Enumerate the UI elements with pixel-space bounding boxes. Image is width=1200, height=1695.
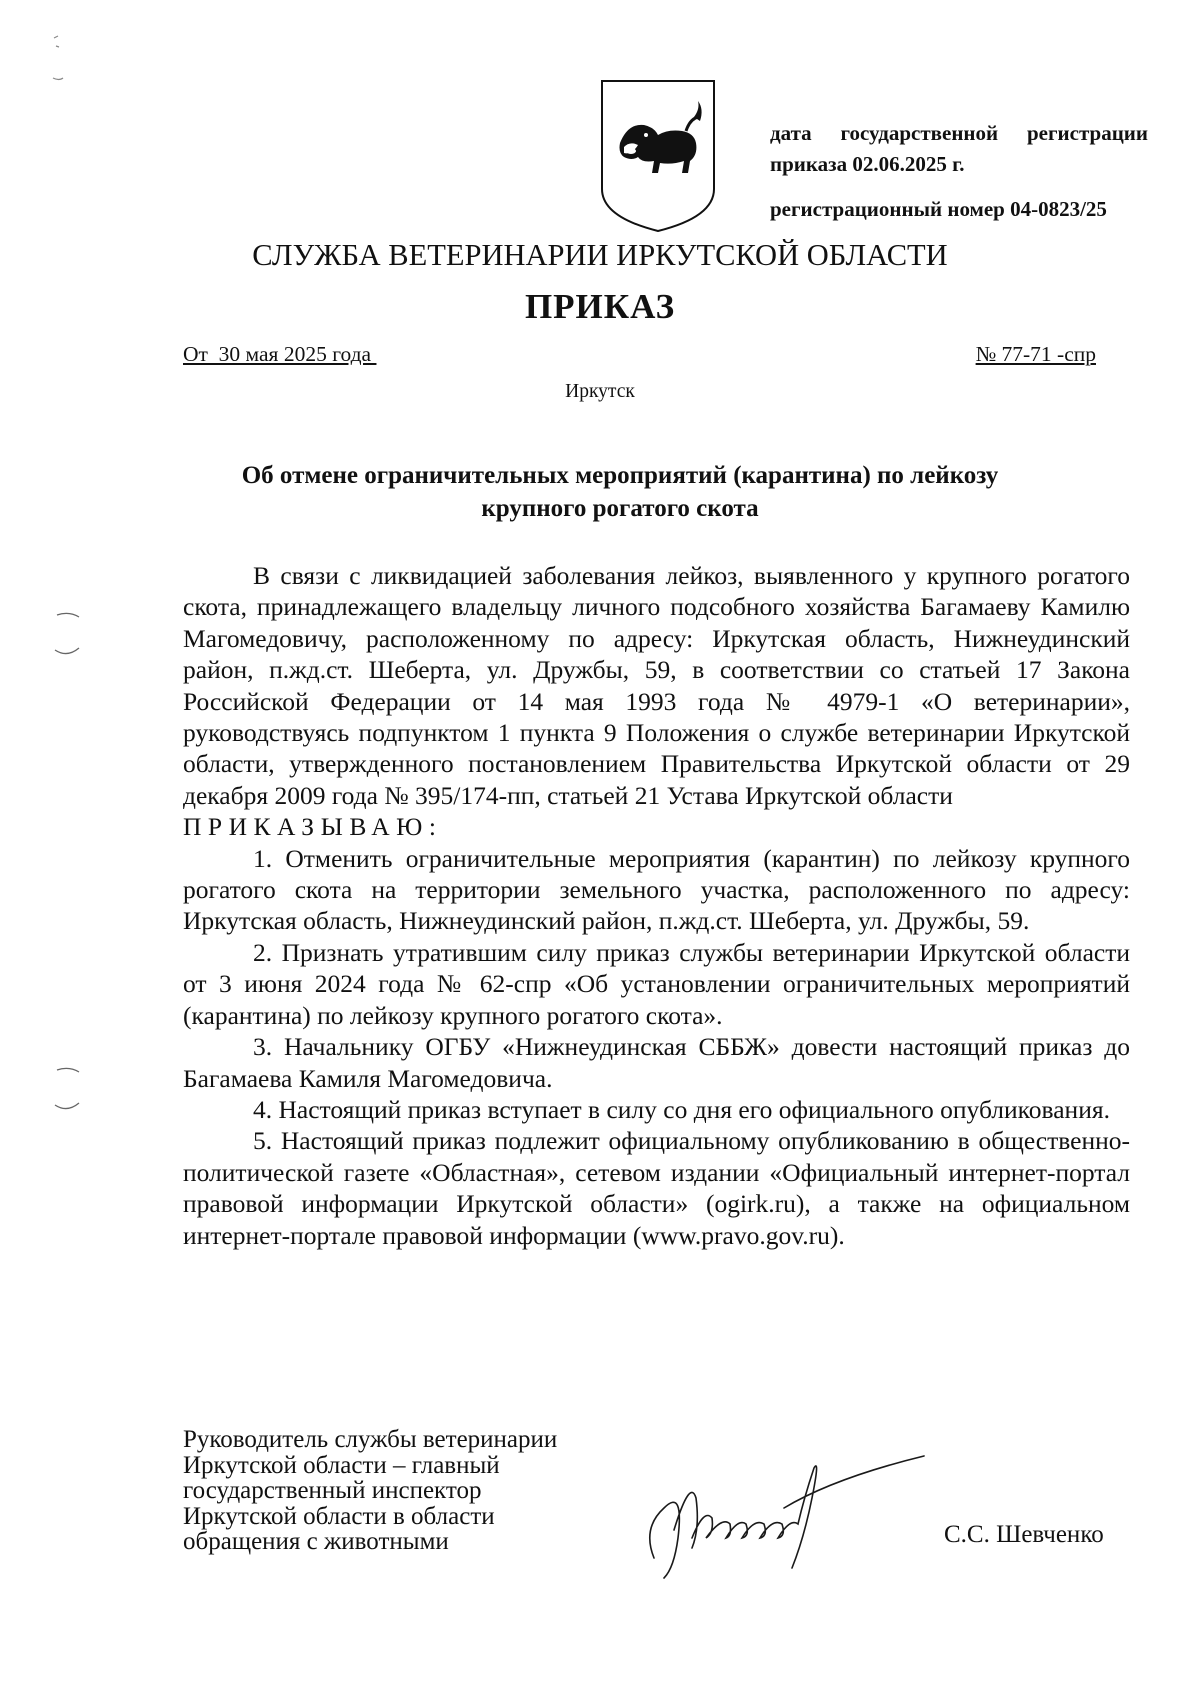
scan-speck-mark [52,30,82,100]
signer-position [183,1427,557,1555]
order-item: 4. Настоящий приказ вступает в силу со дня его официального опубликования. [253,1094,1110,1124]
signer-position-line: обращения с животными [183,1528,449,1555]
signer-position-line: Руководитель службы ветеринарии [183,1426,558,1453]
order-item: 5. Настоящий приказ подлежит официальному опубликованию в общественно-политической газете «Областная», сетевом издании «Официальный интернет-портал правовой информации Иркутской области» (ogirk.ru), а также на официальном интернет-портале правовой информации (www.pravo.gov.ru). [183,1126,1130,1250]
order-date: От 30 мая 2025 года [183,342,377,366]
signer-position-line: Иркутской области – главный [183,1451,500,1479]
registration-date: приказа 02.06.2025 г. [770,152,965,176]
signer-name: С.С. Шевченко [944,1521,1104,1548]
punch-hole-mark [52,1065,82,1115]
order-body [183,560,1130,1251]
order-number: № 77-71 -спр [975,342,1096,366]
agency-name: СЛУЖБА ВЕТЕРИНАРИИ ИРКУТСКОЙ ОБЛАСТИ [252,238,948,272]
punch-hole-mark [52,610,82,660]
coat-of-arms-emblem [598,77,718,235]
order-title-line: Об отмене ограничительных мероприятий (карантина) по лейкозу [241,462,999,489]
order-title [150,459,1090,525]
registration-number: регистрационный номер 04-0823/25 [770,197,1107,221]
order-item: 3. Начальнику ОГБУ «Нижнеудинская СББЖ» довести настоящий приказ до Багамаева Камиля Магомедовича. [183,1032,1130,1093]
signer-position-line: государственный инспектор [183,1477,482,1504]
order-city: Иркутск [565,381,635,402]
order-item: 2. Признать утратившим силу приказ службы ветеринарии Иркутской области от 3 июня 2024 года № 62-спр «Об установлении ограничительных мероприятий (карантина) по лейкозу крупного рогатого скота». [183,937,1130,1030]
registration-line: дата государственной регистрации [770,121,1148,145]
order-title-line: крупного рогатого скота [481,495,759,522]
handwritten-signature [634,1438,934,1588]
signer-position-line: Иркутской области в области [183,1502,495,1530]
document-type-heading: ПРИКАЗ [524,287,676,326]
preamble-paragraph: В связи с ликвидацией заболевания лейкоз, выявленного у крупного рогатого скота, принадлежащего владельцу личного подсобного хозяйства Багамаеву Камилю Магомедовичу, расположенному по адресу: Иркутская область, Нижнеудинский район, п.жд.ст. Шеберта, ул. Дружбы, 59, в соответствии со статьей 17 Закона Российской Федерации от 14 мая 1993 года № 4979-1 «О ветеринарии», руководствуясь подпунктом 1 пункта 9 Положения о службе ветеринарии Иркутской области, утвержденного постановлением Правительства Иркутской области от 29 декабря 2009 года № 395/174-пп, статьей 21 Устава Иркутской области [183,561,1130,810]
decree-word: ПРИКАЗЫВАЮ: [183,812,443,842]
order-item: 1. Отменить ограничительные мероприятия (карантин) по лейкозу крупного рогатого скота на территории земельного участка, расположенного по адресу: Иркутская область, Нижнеудинский район, п.жд.ст. Шеберта, ул. Дружбы, 59. [183,843,1130,936]
registration-block [770,118,1148,225]
